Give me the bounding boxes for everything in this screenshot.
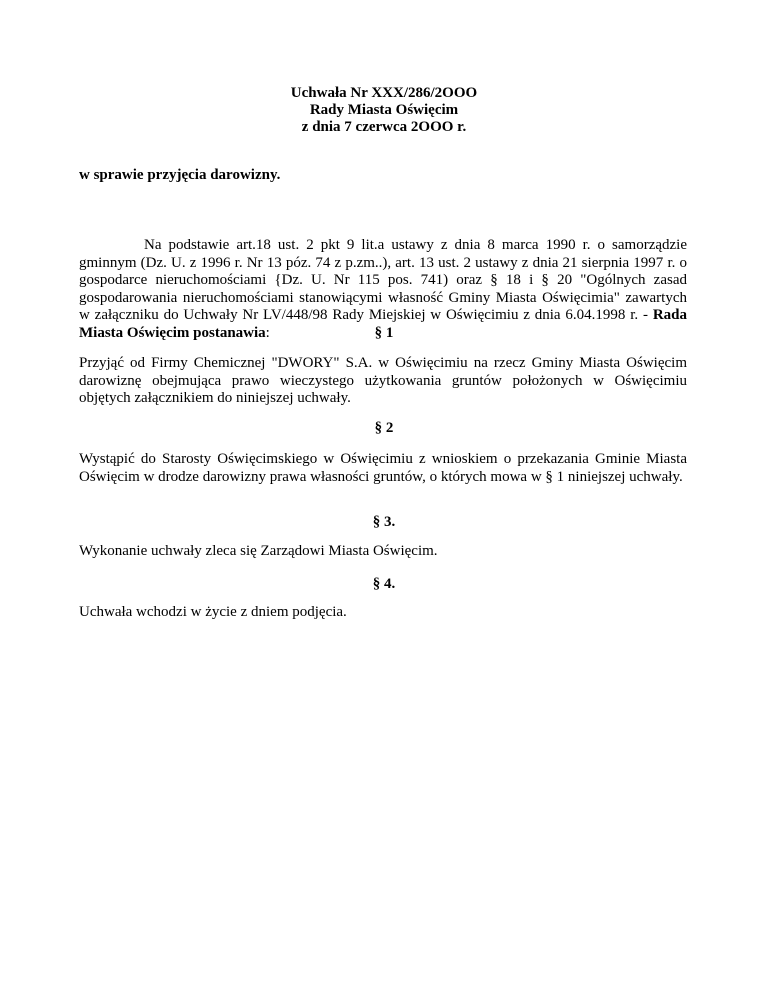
council-name: Rady Miasta Oświęcim	[309, 102, 459, 118]
resolution-header	[0, 85, 768, 136]
preamble-text: Na podstawie art.18 ust. 2 pkt 9 lit.a ustawy z dnia 8 marca 1990 r. o samorządzie gminnym (Dz. U. z 1996 r. Nr 13 póz. 74 z p.zm..), art. 13 ust. 2 ustawy z dnia 21 sierpnia 1997 r. o gospodarce nieruchomościami {Dz. U. Nr 115 pos. 741) oraz § 18 i § 20 "Ogólnych zasad gospodarowania nieruchomościami stanowiącymi własność Gminy Miasta Oświęcimia" zawartych w załączniku do Uchwały Nr LV/448/98 Rady Miejskiej w Oświęcimiu z dnia 6.04.1998 r. -	[79, 237, 687, 323]
section-2-sign: § 2	[374, 420, 394, 436]
section-4-sign: § 4.	[372, 576, 396, 592]
resolution-date: z dnia 7 czerwca 2OOO r.	[301, 119, 467, 135]
resolution-subject: w sprawie przyjęcia darowizny.	[79, 167, 281, 183]
preamble-ending: :	[265, 324, 270, 341]
section-1-sign: § 1	[374, 325, 394, 341]
section-3-sign: § 3.	[372, 514, 396, 530]
section-1-text: Przyjąć od Firmy Chemicznej "DWORY" S.A. w Oświęcimiu na rzecz Gminy Miasta Oświęcim darowiznę obejmująca prawo wieczystego użytkowania gruntów położonych w Oświęcimiu objętych załącznikiem do niniejszej uchwały.	[79, 355, 687, 406]
section-3-text: Wykonanie uchwały zleca się Zarządowi Miasta Oświęcim.	[79, 543, 438, 559]
section-4-text: Uchwała wchodzi w życie z dniem podjęcia.	[79, 604, 347, 620]
section-2-text: Wystąpić do Starosty Oświęcimskiego w Oświęcimiu z wnioskiem o przekazania Gminie Miasta Oświęcim w drodze darowizny prawa własności gruntów, o których mowa w § 1 niniejszej uchwały.	[79, 451, 687, 485]
preamble-bold-text: Rada Miasta Oświęcim postanawia	[79, 307, 687, 341]
resolution-number: Uchwała Nr XXX/286/2OOO	[290, 85, 478, 101]
